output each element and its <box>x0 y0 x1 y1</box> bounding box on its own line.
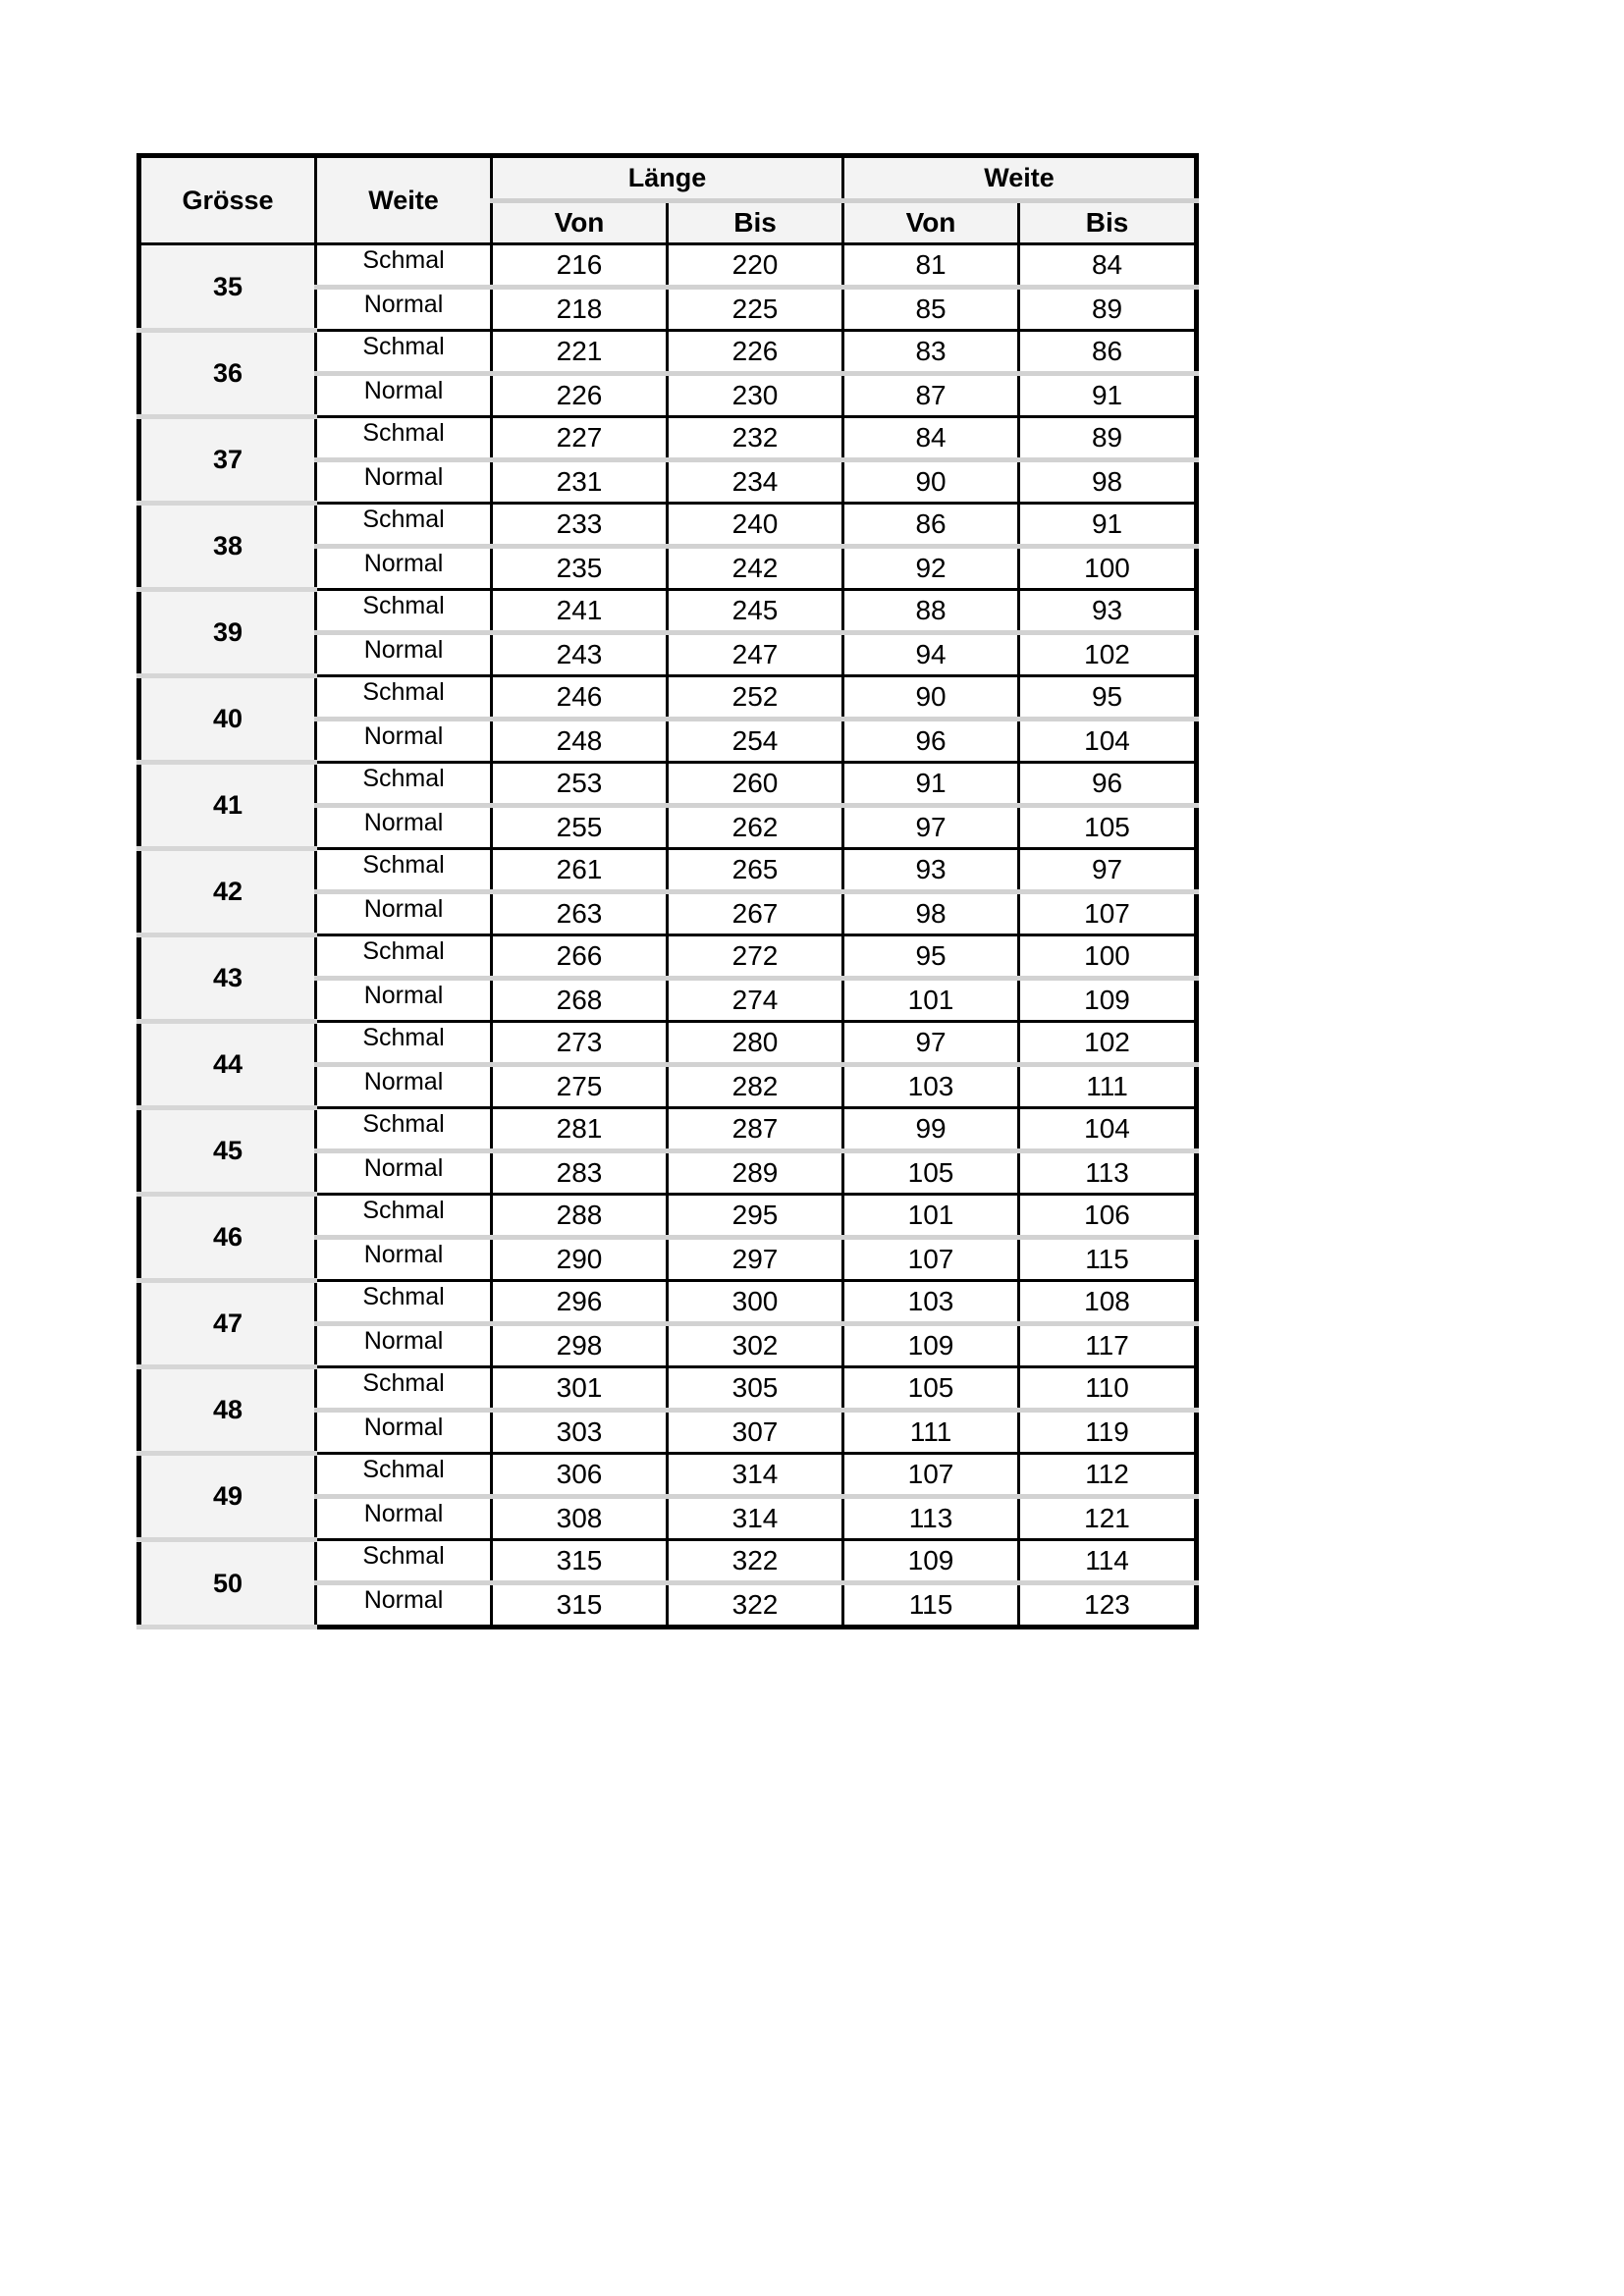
width-type-cell: Schmal <box>316 417 492 460</box>
width-type-cell: Schmal <box>316 1540 492 1583</box>
weite-von-cell: 85 <box>843 288 1019 331</box>
laenge-bis-cell: 280 <box>668 1022 843 1065</box>
width-type-cell: Normal <box>316 892 492 935</box>
weite-bis-cell: 113 <box>1019 1151 1197 1195</box>
weite-von-cell: 99 <box>843 1108 1019 1151</box>
laenge-bis-cell: 247 <box>668 633 843 676</box>
weite-bis-cell: 108 <box>1019 1281 1197 1324</box>
weite-bis-cell: 89 <box>1019 417 1197 460</box>
laenge-von-cell: 290 <box>492 1238 668 1281</box>
table-row <box>139 1108 1197 1151</box>
width-type-cell: Schmal <box>316 1367 492 1411</box>
width-type-cell: Normal <box>316 1151 492 1195</box>
laenge-von-cell: 275 <box>492 1065 668 1108</box>
width-type-cell: Normal <box>316 374 492 417</box>
laenge-von-cell: 301 <box>492 1367 668 1411</box>
weite-bis-cell: 114 <box>1019 1540 1197 1583</box>
size-cell: 38 <box>139 504 316 590</box>
laenge-von-cell: 303 <box>492 1411 668 1454</box>
width-type-cell: Schmal <box>316 504 492 547</box>
weite-von-cell: 105 <box>843 1151 1019 1195</box>
table-row <box>139 676 1197 720</box>
laenge-von-cell: 315 <box>492 1540 668 1583</box>
size-cell: 44 <box>139 1022 316 1108</box>
weite-von-cell: 109 <box>843 1540 1019 1583</box>
width-type-cell: Normal <box>316 806 492 849</box>
laenge-von-cell: 231 <box>492 460 668 504</box>
laenge-bis-cell: 234 <box>668 460 843 504</box>
weite-bis-cell: 106 <box>1019 1195 1197 1238</box>
laenge-von-cell: 255 <box>492 806 668 849</box>
weite-von-cell: 83 <box>843 331 1019 374</box>
weite-bis-cell: 102 <box>1019 1022 1197 1065</box>
weite-bis-cell: 107 <box>1019 892 1197 935</box>
weite-bis-cell: 98 <box>1019 460 1197 504</box>
laenge-bis-cell: 282 <box>668 1065 843 1108</box>
weite-bis-cell: 123 <box>1019 1583 1197 1628</box>
header-weite-bis: Bis <box>1019 201 1197 244</box>
width-type-cell: Schmal <box>316 331 492 374</box>
width-type-cell: Normal <box>316 1411 492 1454</box>
width-type-cell: Normal <box>316 1238 492 1281</box>
laenge-bis-cell: 300 <box>668 1281 843 1324</box>
width-type-cell: Normal <box>316 720 492 763</box>
laenge-bis-cell: 314 <box>668 1497 843 1540</box>
size-cell: 39 <box>139 590 316 676</box>
weite-von-cell: 97 <box>843 1022 1019 1065</box>
laenge-bis-cell: 254 <box>668 720 843 763</box>
laenge-von-cell: 241 <box>492 590 668 633</box>
weite-bis-cell: 96 <box>1019 763 1197 806</box>
width-type-cell: Schmal <box>316 676 492 720</box>
laenge-von-cell: 283 <box>492 1151 668 1195</box>
laenge-bis-cell: 295 <box>668 1195 843 1238</box>
laenge-bis-cell: 297 <box>668 1238 843 1281</box>
weite-von-cell: 90 <box>843 460 1019 504</box>
laenge-von-cell: 248 <box>492 720 668 763</box>
weite-von-cell: 97 <box>843 806 1019 849</box>
weite-bis-cell: 110 <box>1019 1367 1197 1411</box>
laenge-von-cell: 216 <box>492 244 668 288</box>
weite-von-cell: 101 <box>843 979 1019 1022</box>
weite-bis-cell: 95 <box>1019 676 1197 720</box>
laenge-von-cell: 243 <box>492 633 668 676</box>
weite-bis-cell: 105 <box>1019 806 1197 849</box>
laenge-von-cell: 261 <box>492 849 668 892</box>
table-row <box>139 417 1197 460</box>
weite-von-cell: 105 <box>843 1367 1019 1411</box>
table-row <box>139 504 1197 547</box>
weite-bis-cell: 121 <box>1019 1497 1197 1540</box>
weite-von-cell: 87 <box>843 374 1019 417</box>
laenge-von-cell: 308 <box>492 1497 668 1540</box>
weite-bis-cell: 102 <box>1019 633 1197 676</box>
weite-von-cell: 109 <box>843 1324 1019 1367</box>
size-cell: 42 <box>139 849 316 935</box>
size-cell: 36 <box>139 331 316 417</box>
laenge-von-cell: 253 <box>492 763 668 806</box>
weite-von-cell: 115 <box>843 1583 1019 1628</box>
weite-von-cell: 111 <box>843 1411 1019 1454</box>
table-row <box>139 1195 1197 1238</box>
weite-von-cell: 96 <box>843 720 1019 763</box>
weite-von-cell: 93 <box>843 849 1019 892</box>
weite-von-cell: 94 <box>843 633 1019 676</box>
laenge-von-cell: 233 <box>492 504 668 547</box>
weite-bis-cell: 111 <box>1019 1065 1197 1108</box>
weite-bis-cell: 104 <box>1019 1108 1197 1151</box>
laenge-von-cell: 273 <box>492 1022 668 1065</box>
table-row <box>139 331 1197 374</box>
shoe-size-table <box>136 153 1199 1629</box>
header-groesse: Grösse <box>139 156 316 244</box>
laenge-von-cell: 306 <box>492 1454 668 1497</box>
table-row <box>139 1540 1197 1583</box>
width-type-cell: Schmal <box>316 590 492 633</box>
table-header <box>139 156 1197 244</box>
width-type-cell: Schmal <box>316 1108 492 1151</box>
table-row <box>139 935 1197 979</box>
weite-bis-cell: 109 <box>1019 979 1197 1022</box>
laenge-von-cell: 221 <box>492 331 668 374</box>
weite-bis-cell: 89 <box>1019 288 1197 331</box>
weite-bis-cell: 86 <box>1019 331 1197 374</box>
weite-bis-cell: 91 <box>1019 504 1197 547</box>
weite-von-cell: 84 <box>843 417 1019 460</box>
width-type-cell: Normal <box>316 1583 492 1628</box>
width-type-cell: Schmal <box>316 1281 492 1324</box>
width-type-cell: Normal <box>316 547 492 590</box>
size-cell: 45 <box>139 1108 316 1195</box>
laenge-von-cell: 315 <box>492 1583 668 1628</box>
weite-von-cell: 103 <box>843 1065 1019 1108</box>
weite-bis-cell: 84 <box>1019 244 1197 288</box>
laenge-bis-cell: 252 <box>668 676 843 720</box>
laenge-von-cell: 226 <box>492 374 668 417</box>
laenge-von-cell: 298 <box>492 1324 668 1367</box>
width-type-cell: Normal <box>316 1497 492 1540</box>
laenge-bis-cell: 314 <box>668 1454 843 1497</box>
weite-von-cell: 107 <box>843 1238 1019 1281</box>
table-row <box>139 1281 1197 1324</box>
size-cell: 48 <box>139 1367 316 1454</box>
laenge-von-cell: 235 <box>492 547 668 590</box>
laenge-bis-cell: 232 <box>668 417 843 460</box>
width-type-cell: Normal <box>316 633 492 676</box>
laenge-von-cell: 266 <box>492 935 668 979</box>
size-cell: 46 <box>139 1195 316 1281</box>
weite-bis-cell: 104 <box>1019 720 1197 763</box>
laenge-bis-cell: 226 <box>668 331 843 374</box>
laenge-bis-cell: 322 <box>668 1583 843 1628</box>
table-row <box>139 590 1197 633</box>
weite-von-cell: 103 <box>843 1281 1019 1324</box>
laenge-bis-cell: 274 <box>668 979 843 1022</box>
table-row <box>139 763 1197 806</box>
size-cell: 37 <box>139 417 316 504</box>
weite-bis-cell: 117 <box>1019 1324 1197 1367</box>
laenge-bis-cell: 287 <box>668 1108 843 1151</box>
width-type-cell: Normal <box>316 1065 492 1108</box>
size-cell: 50 <box>139 1540 316 1628</box>
laenge-bis-cell: 260 <box>668 763 843 806</box>
width-type-cell: Schmal <box>316 244 492 288</box>
size-cell: 47 <box>139 1281 316 1367</box>
laenge-von-cell: 227 <box>492 417 668 460</box>
width-type-cell: Schmal <box>316 1454 492 1497</box>
laenge-von-cell: 281 <box>492 1108 668 1151</box>
weite-von-cell: 81 <box>843 244 1019 288</box>
size-cell: 41 <box>139 763 316 849</box>
width-type-cell: Schmal <box>316 935 492 979</box>
weite-von-cell: 98 <box>843 892 1019 935</box>
weite-von-cell: 113 <box>843 1497 1019 1540</box>
laenge-von-cell: 246 <box>492 676 668 720</box>
width-type-cell: Schmal <box>316 1195 492 1238</box>
size-cell: 35 <box>139 244 316 331</box>
table-row <box>139 1022 1197 1065</box>
weite-bis-cell: 115 <box>1019 1238 1197 1281</box>
header-row-main <box>139 156 1197 201</box>
weite-bis-cell: 93 <box>1019 590 1197 633</box>
weite-von-cell: 88 <box>843 590 1019 633</box>
header-laenge-bis: Bis <box>668 201 843 244</box>
width-type-cell: Schmal <box>316 763 492 806</box>
laenge-von-cell: 288 <box>492 1195 668 1238</box>
laenge-von-cell: 268 <box>492 979 668 1022</box>
laenge-bis-cell: 262 <box>668 806 843 849</box>
laenge-bis-cell: 302 <box>668 1324 843 1367</box>
weite-von-cell: 101 <box>843 1195 1019 1238</box>
laenge-bis-cell: 240 <box>668 504 843 547</box>
laenge-bis-cell: 220 <box>668 244 843 288</box>
weite-bis-cell: 97 <box>1019 849 1197 892</box>
header-weite: Weite <box>316 156 492 244</box>
table-row <box>139 849 1197 892</box>
weite-bis-cell: 91 <box>1019 374 1197 417</box>
weite-von-cell: 92 <box>843 547 1019 590</box>
width-type-cell: Normal <box>316 979 492 1022</box>
size-cell: 49 <box>139 1454 316 1540</box>
laenge-bis-cell: 230 <box>668 374 843 417</box>
laenge-bis-cell: 245 <box>668 590 843 633</box>
width-type-cell: Normal <box>316 1324 492 1367</box>
laenge-bis-cell: 289 <box>668 1151 843 1195</box>
size-cell: 43 <box>139 935 316 1022</box>
width-type-cell: Schmal <box>316 1022 492 1065</box>
weite-von-cell: 91 <box>843 763 1019 806</box>
table-row <box>139 1454 1197 1497</box>
weite-von-cell: 107 <box>843 1454 1019 1497</box>
weite-von-cell: 90 <box>843 676 1019 720</box>
laenge-bis-cell: 267 <box>668 892 843 935</box>
weite-von-cell: 86 <box>843 504 1019 547</box>
laenge-von-cell: 218 <box>492 288 668 331</box>
laenge-bis-cell: 272 <box>668 935 843 979</box>
header-laenge-von: Von <box>492 201 668 244</box>
size-cell: 40 <box>139 676 316 763</box>
weite-bis-cell: 119 <box>1019 1411 1197 1454</box>
weite-bis-cell: 100 <box>1019 547 1197 590</box>
table-body <box>139 244 1197 1628</box>
weite-bis-cell: 112 <box>1019 1454 1197 1497</box>
laenge-bis-cell: 225 <box>668 288 843 331</box>
width-type-cell: Normal <box>316 460 492 504</box>
header-weite-group: Weite <box>843 156 1197 201</box>
header-weite-von: Von <box>843 201 1019 244</box>
weite-bis-cell: 100 <box>1019 935 1197 979</box>
table-row <box>139 244 1197 288</box>
laenge-bis-cell: 307 <box>668 1411 843 1454</box>
laenge-von-cell: 263 <box>492 892 668 935</box>
width-type-cell: Schmal <box>316 849 492 892</box>
laenge-bis-cell: 322 <box>668 1540 843 1583</box>
laenge-bis-cell: 265 <box>668 849 843 892</box>
laenge-von-cell: 296 <box>492 1281 668 1324</box>
weite-von-cell: 95 <box>843 935 1019 979</box>
width-type-cell: Normal <box>316 288 492 331</box>
table-row <box>139 1367 1197 1411</box>
header-laenge-group: Länge <box>492 156 843 201</box>
laenge-bis-cell: 242 <box>668 547 843 590</box>
laenge-bis-cell: 305 <box>668 1367 843 1411</box>
